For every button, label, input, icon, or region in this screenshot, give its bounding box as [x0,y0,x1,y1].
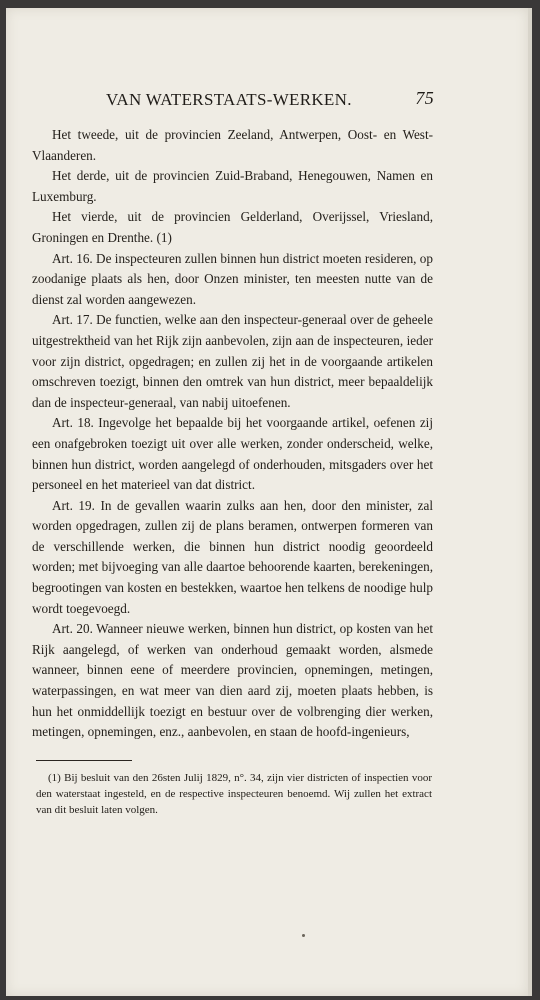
paragraph-art-19: Art. 19. In de gevallen waarin zulks aan hen, door den minister, zal worden opgedragen, zullen zij de plans beramen, ontwerpen formeren van de verschillende werken, die binnen hun district noodig geoordeeld worden; met bijvoeging van alle daartoe behoorende kaarten, berekeningen, begrootingen van kosten en bestekken, waartoe hen telkens de noodige hulp wordt toegevoegd. [32,497,434,616]
page-number: 75 [415,88,434,108]
footnote-divider [36,760,132,761]
paper-speck [302,934,305,937]
paragraph-art-16: Art. 16. De inspecteuren zullen binnen hun district moeten resideren, op zoodanige plaats als hen, door Onzen minister, ten meesten nutte van de dienst zal worden aangewezen. [32,250,433,307]
paragraph: Het derde, uit de provincien Zuid-Braband, Henegouwen, Namen en Luxemburg. [32,168,433,204]
paragraph-art-18: Art. 18. Ingevolge het bepaalde bij het voorgaande artikel, oefenen zij een onafgebroken toezigt uit over alle werken, zonder onderscheid, welke, binnen hun district, worden aangelegd of onderhouden, mitsgaders over het personeel en het materieel van dat district. [32,415,433,493]
page-header [106,88,436,114]
running-head: VAN WATERSTAATS-WERKEN. [106,90,352,109]
paragraph-art-17: Art. 17. De functien, welke aan den inspecteur-generaal over de geheele uitgestrektheid van het Rijk zijn aanbevolen, zijn aan de inspecteuren, ieder voor zijn district, opgedragen; en zullen zij het in de voorgaande artikelen omschreven toezigt, binnen den omtrek van hun district, meer bepaaldelijk dan de inspecteur-generaal, van nabij uitoefenen. [32,312,433,410]
footnote [36,771,432,818]
paragraph: Het tweede, uit de provincien Zeeland, Antwerpen, Oost- en West-Vlaanderen. [32,127,433,163]
footnote-text: (1) Bij besluit van den 26sten Julij 1829, n°. 34, zijn vier districten of inspectien voor den waterstaat ingesteld, en de respective inspecteuren benoemd. Wij zullen het extract van dit besluit laten volgen. [36,772,432,816]
paragraph-art-20: Art. 20. Wanneer nieuwe werken, binnen hun district, op kosten van het Rijk aangelegd, of werken van onderhoud gemaakt worden, alsmede wanneer, binnen eene of meerdere provincien, opnemingen, metingen, waterpassingen, en wat meer van dien aard zij, moeten plaats hebben, is hun het onmiddellijk toezigt en bestuur over de volbrenging dier werken, metingen, opnemingen, enz., aanbevolen, en staan de hoofd-ingenieurs, [32,621,433,740]
book-page [6,8,532,996]
body-text [32,125,433,743]
paragraph: Het vierde, uit de provincien Gelderland, Overijssel, Vriesland, Groningen en Drenthe. (1) [32,209,433,245]
